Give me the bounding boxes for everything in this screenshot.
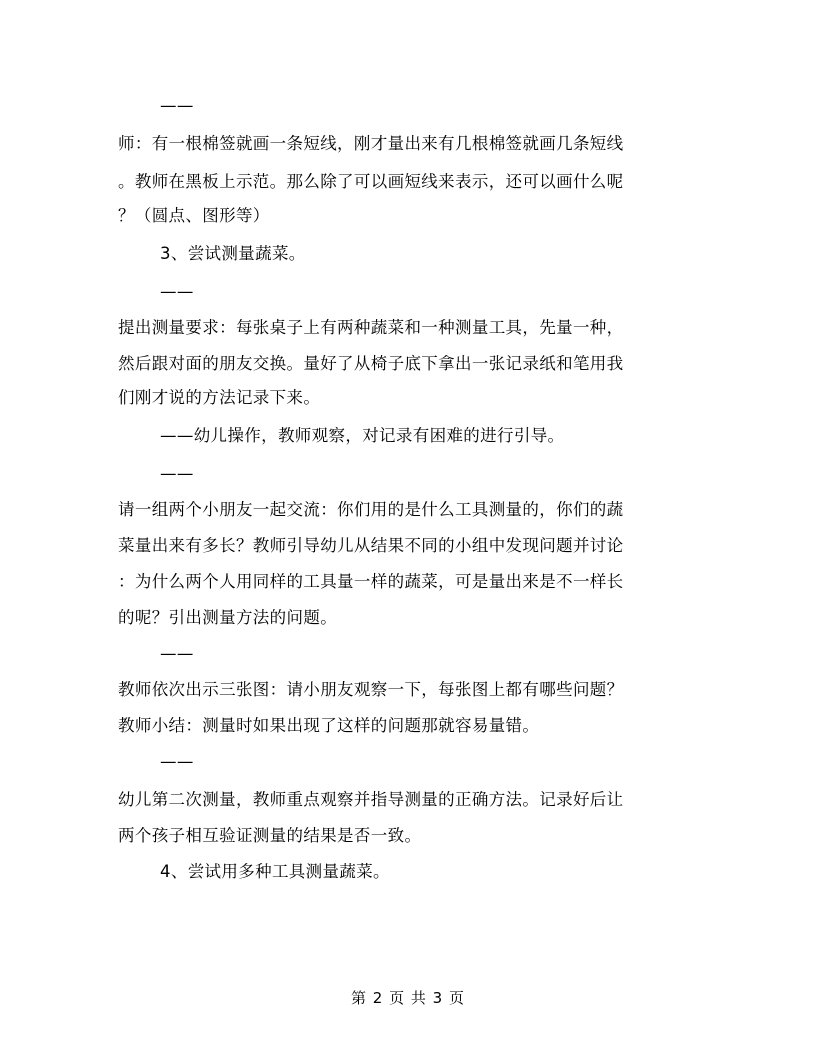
dash-separator: —— <box>160 464 194 483</box>
paragraph-line: 提出测量要求：每张桌子上有两种蔬菜和一种测量工具，先量一种， <box>118 318 624 337</box>
paragraph-line: 教师依次出示三张图：请小朋友观察一下，每张图上都有哪些问题？ <box>118 680 624 699</box>
paragraph-line: ：为什么两个人用同样的工具量一样的蔬菜，可是量出来是不一样长 <box>118 572 624 591</box>
dash-separator: —— <box>160 752 194 771</box>
paragraph-line: 教师小结：测量时如果出现了这样的问题那就容易量错。 <box>118 716 540 735</box>
paragraph-line: 们刚才说的方法记录下来。 <box>118 388 321 407</box>
page-number-footer: 第 2 页 共 3 页 <box>351 989 465 1007</box>
dash-separator: —— <box>160 282 194 301</box>
paragraph-line: 请一组两个小朋友一起交流：你们用的是什么工具测量的，你们的蔬 <box>118 500 624 519</box>
paragraph-line: 两个孩子相互验证测量的结果是否一致。 <box>118 826 422 845</box>
paragraph-line: 的呢？引出测量方法的问题。 <box>118 608 338 627</box>
paragraph-line: 幼儿第二次测量，教师重点观察并指导测量的正确方法。记录好后让 <box>118 790 624 809</box>
paragraph-line: ？（圆点、图形等） <box>118 206 270 225</box>
paragraph-line: 。教师在黑板上示范。那么除了可以画短线来表示，还可以画什么呢 <box>118 172 624 191</box>
dash-separator: —— <box>160 96 194 115</box>
section-heading: 3、尝试测量蔬菜。 <box>160 244 306 263</box>
paragraph-line: 师：有一根棉签就画一条短线，刚才量出来有几根棉签就画几条短线 <box>118 134 624 153</box>
paragraph-line: 菜量出来有多长？教师引导幼儿从结果不同的小组中发现问题并讨论 <box>118 536 624 555</box>
paragraph-line: 然后跟对面的朋友交换。量好了从椅子底下拿出一张记录纸和笔用我 <box>118 354 624 373</box>
dash-separator: —— <box>160 644 194 663</box>
section-heading: 4、尝试用多种工具测量蔬菜。 <box>160 862 390 881</box>
paragraph-line: ——幼儿操作，教师观察，对记录有困难的进行引导。 <box>160 426 565 445</box>
